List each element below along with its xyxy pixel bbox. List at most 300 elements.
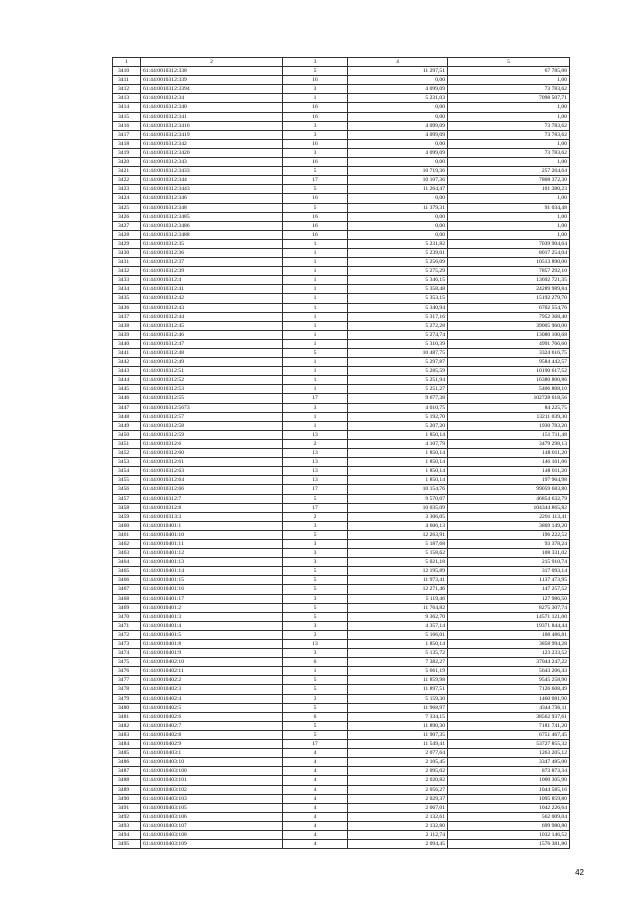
specific-value-cell: 4 107,79 [348,439,448,448]
cadastral-value-cell: 7808 372,30 [448,176,570,185]
row-number-cell: 3435 [113,294,141,303]
table-row [113,349,570,358]
cadastral-value-cell: 1,00 [448,230,570,239]
table-row [113,294,570,303]
specific-value-cell: 5 274,74 [348,330,448,339]
table-row [113,767,570,776]
table-row [113,512,570,521]
cadastral-number-cell: 61:44:0010312:48 [141,349,283,358]
specific-value-cell: 9 570,07 [348,494,448,503]
group-cell: 1 [283,285,348,294]
specific-value-cell: 4 357,14 [348,621,448,630]
cadastral-number-cell: 61:44:0010312:44 [141,312,283,321]
group-cell: 5 [283,603,348,612]
row-number-cell: 3479 [113,694,141,703]
table-row [113,221,570,230]
group-cell: 5 [283,585,348,594]
group-cell: 13 [283,640,348,649]
group-cell: 5 [283,67,348,76]
group-cell: 5 [283,703,348,712]
cadastral-number-cell: 61:44:0010402:4 [141,694,283,703]
group-cell: 1 [283,294,348,303]
group-cell: 1 [283,376,348,385]
cadastral-value-cell: 4344 736,11 [448,703,570,712]
cadastral-number-cell: 61:44:0010312:340 [141,103,283,112]
table-row [113,330,570,339]
group-cell: 1 [283,421,348,430]
cadastral-value-cell: 3479 298,13 [448,439,570,448]
table-row [113,449,570,458]
group-cell: 1 [283,94,348,103]
table-row [113,239,570,248]
cadastral-number-cell: 61:44:0010312:37 [141,258,283,267]
cadastral-number-cell: 61:44:0010312:3488 [141,230,283,239]
table-row [113,585,570,594]
specific-value-cell: 2 067,01 [348,803,448,812]
table-row [113,385,570,394]
cadastral-value-cell: 699 980,80 [448,821,570,830]
table-row [113,467,570,476]
table-row [113,785,570,794]
specific-value-cell: 5 231,82 [348,239,448,248]
row-number-cell: 3488 [113,776,141,785]
group-cell: 1 [283,358,348,367]
cadastral-number-cell: 61:44:0010401:4 [141,621,283,630]
group-cell: 1 [283,339,348,348]
group-cell: 5 [283,167,348,176]
cadastral-number-cell: 61:44:0010312:63 [141,467,283,476]
group-cell: 16 [283,76,348,85]
specific-value-cell: 5 231,03 [348,94,448,103]
row-number-cell: 3448 [113,412,141,421]
cadastral-number-cell: 61:44:0010312:343 [141,158,283,167]
row-number-cell: 3418 [113,139,141,148]
row-number-cell: 3493 [113,821,141,830]
specific-value-cell: 11 764,82 [348,603,448,612]
group-cell: 5 [283,494,348,503]
specific-value-cell: 5 239,01 [348,248,448,257]
table-row [113,358,570,367]
cadastral-number-cell: 61:44:0010312:34 [141,94,283,103]
table-body [113,67,570,849]
specific-value-cell: 10 035,09 [348,503,448,512]
row-number-cell: 3469 [113,603,141,612]
specific-value-cell: 0,00 [348,221,448,230]
row-number-cell: 3430 [113,248,141,257]
cadastral-value-cell: 7126 608,49 [448,685,570,694]
specific-value-cell: 9 362,70 [348,612,448,621]
cadastral-number-cell: 61:44:0010401:5 [141,630,283,639]
specific-value-cell: 11 897,51 [348,685,448,694]
cadastral-number-cell: 61:44:0010312:346 [141,194,283,203]
cadastral-value-cell: 7039 904,64 [448,239,570,248]
table-row [113,558,570,567]
cadastral-value-cell: 8275 307,74 [448,603,570,612]
row-number-cell: 3492 [113,812,141,821]
specific-value-cell: 10 154,76 [348,485,448,494]
table-row [113,258,570,267]
table-row [113,167,570,176]
cadastral-value-cell: 1263 205,12 [448,749,570,758]
group-cell: 13 [283,449,348,458]
row-number-cell: 3483 [113,730,141,739]
cadastral-number-cell: 61:44:0010312:35 [141,239,283,248]
group-cell: 1 [283,312,348,321]
row-number-cell: 3465 [113,567,141,576]
specific-value-cell: 5 158,62 [348,549,448,558]
row-number-cell: 3436 [113,303,141,312]
cadastral-number-cell: 61:44:0010312:36 [141,248,283,257]
table-row [113,421,570,430]
cadastral-value-cell: 46854 632,79 [448,494,570,503]
specific-value-cell: 5 346,15 [348,276,448,285]
specific-value-cell: 4 099,09 [348,121,448,130]
table-row [113,603,570,612]
table-row [113,503,570,512]
cadastral-number-cell: 61:44:0010402:7 [141,721,283,730]
cadastral-value-cell: 104344 865,82 [448,503,570,512]
group-cell: 5 [283,567,348,576]
group-cell: 3 [283,621,348,630]
group-cell: 16 [283,221,348,230]
cadastral-number-cell: 61:44:0010312:66 [141,485,283,494]
cadastral-value-cell: 317 093,14 [448,567,570,576]
cadastral-value-cell: 1032 146,52 [448,830,570,839]
table-row [113,194,570,203]
cadastral-value-cell: 16380 800,86 [448,376,570,385]
cadastral-number-cell: 61:44:0010312:58 [141,421,283,430]
cadastral-value-cell: 148 011,20 [448,467,570,476]
cadastral-number-cell: 61:44:0010401:9 [141,649,283,658]
table-row [113,312,570,321]
cadastral-number-cell: 61:44:0010312:4 [141,276,283,285]
cadastral-value-cell: 8017 254,04 [448,248,570,257]
specific-value-cell: 0,00 [348,158,448,167]
group-cell: 3 [283,539,348,548]
table-row [113,76,570,85]
table-row [113,712,570,721]
table-row [113,594,570,603]
group-cell: 3 [283,558,348,567]
specific-value-cell: 5 021,18 [348,558,448,567]
table-row [113,121,570,130]
row-number-cell: 3419 [113,148,141,157]
cadastral-number-cell: 61:44:0010312:341 [141,112,283,121]
specific-value-cell: 4 099,09 [348,130,448,139]
cadastral-value-cell: 3869 149,20 [448,521,570,530]
group-cell: 4 [283,803,348,812]
cadastral-value-cell: 10513 890,00 [448,258,570,267]
specific-value-cell: 5 353,15 [348,294,448,303]
cadastral-value-cell: 84 225,75 [448,403,570,412]
group-cell: 16 [283,194,348,203]
table-row [113,649,570,658]
cadastral-value-cell: 1000 305,90 [448,776,570,785]
cadastral-number-cell: 61:44:0010312:47 [141,339,283,348]
cadastral-value-cell: 73 783,62 [448,121,570,130]
group-cell: 13 [283,430,348,439]
cadastral-number-cell: 61:44:0010403:105 [141,803,283,812]
group-cell: 5 [283,612,348,621]
group-cell: 3 [283,403,348,412]
cadastral-number-cell: 61:44:0010401:14 [141,567,283,576]
row-number-cell: 3450 [113,430,141,439]
specific-value-cell: 9 677,38 [348,394,448,403]
cadastral-number-cell: 61:44:0010402:10 [141,658,283,667]
group-cell: 1 [283,303,348,312]
table-row [113,676,570,685]
table-row [113,403,570,412]
cadastral-number-cell: 61:44:0010312:43 [141,303,283,312]
cadastral-number-cell: 61:44:0010402:8 [141,730,283,739]
table-row [113,612,570,621]
table-row [113,567,570,576]
specific-value-cell: 5 317,16 [348,312,448,321]
header-row [113,58,570,67]
specific-value-cell: 5 207,20 [348,421,448,430]
table-row [113,303,570,312]
group-cell: 2 [283,512,348,521]
row-number-cell: 3440 [113,339,141,348]
group-cell: 4 [283,812,348,821]
cadastral-value-cell: 37044 247,22 [448,658,570,667]
specific-value-cell: 1 850,14 [348,458,448,467]
row-number-cell: 3424 [113,194,141,203]
group-cell: 1 [283,276,348,285]
cadastral-value-cell: 13692 721,35 [448,276,570,285]
row-number-cell: 3414 [113,103,141,112]
row-number-cell: 3423 [113,185,141,194]
specific-value-cell: 0,00 [348,230,448,239]
specific-value-cell: 2 077,64 [348,749,448,758]
row-number-cell: 3484 [113,740,141,749]
row-number-cell: 3432 [113,267,141,276]
table-row [113,94,570,103]
cadastral-value-cell: 1930 783,20 [448,421,570,430]
cadastral-value-cell: 1460 081,90 [448,694,570,703]
row-number-cell: 3487 [113,767,141,776]
cadastral-number-cell: 61:44:0010401:12 [141,549,283,558]
table-row [113,458,570,467]
cadastral-number-cell: 61:44:0010312:46 [141,330,283,339]
cadastral-number-cell: 61:44:0010312:64 [141,476,283,485]
specific-value-cell: 5 340,94 [348,303,448,312]
cadastral-value-cell: 7952 368,40 [448,312,570,321]
cadastral-number-cell: 61:44:0010403:10 [141,758,283,767]
table-row [113,394,570,403]
cadastral-value-cell: 101 380,23 [448,185,570,194]
table-row [113,821,570,830]
specific-value-cell: 1 850,14 [348,430,448,439]
row-number-cell: 3463 [113,549,141,558]
cadastral-number-cell: 61:44:0010312:5673 [141,403,283,412]
specific-value-cell: 0,00 [348,112,448,121]
table-row [113,321,570,330]
table-row [113,412,570,421]
group-cell: 5 [283,203,348,212]
cadastral-number-cell: 61:44:0010402:9 [141,740,283,749]
cadastral-value-cell: 24289 989,84 [448,285,570,294]
cadastral-value-cell: 1044 585,16 [448,785,570,794]
cadastral-table [112,57,570,849]
cadastral-number-cell: 61:44:0010312:8 [141,503,283,512]
cadastral-number-cell: 61:44:0010401:15 [141,576,283,585]
cadastral-number-cell: 61:44:0010312:57 [141,412,283,421]
group-cell: 13 [283,458,348,467]
group-cell: 3 [283,594,348,603]
group-cell: 4 [283,821,348,830]
row-number-cell: 3445 [113,385,141,394]
row-number-cell: 3494 [113,830,141,839]
specific-value-cell: 12 195,89 [348,567,448,576]
specific-value-cell: 10 719,36 [348,167,448,176]
table-row [113,112,570,121]
row-number-cell: 3477 [113,676,141,685]
cadastral-number-cell: 61:44:0010403:109 [141,840,283,849]
row-number-cell: 3417 [113,130,141,139]
row-number-cell: 3466 [113,576,141,585]
cadastral-number-cell: 61:44:0010312:3486 [141,221,283,230]
cadastral-value-cell: 73 783,62 [448,130,570,139]
row-number-cell: 3489 [113,785,141,794]
table-row [113,230,570,239]
specific-value-cell: 2 112,74 [348,830,448,839]
table-row [113,494,570,503]
table-row [113,85,570,94]
row-number-cell: 3416 [113,121,141,130]
cadastral-number-cell: 61:44:0010312:338 [141,67,283,76]
specific-value-cell: 2 029,37 [348,794,448,803]
row-number-cell: 3468 [113,594,141,603]
group-cell: 5 [283,730,348,739]
cadastral-value-cell: 215 910,74 [448,558,570,567]
group-cell: 17 [283,485,348,494]
row-number-cell: 3454 [113,467,141,476]
cadastral-number-cell: 61:44:0010312:348 [141,203,283,212]
cadastral-value-cell: 1,00 [448,103,570,112]
table-row [113,203,570,212]
table-row [113,758,570,767]
group-cell: 5 [283,530,348,539]
cadastral-number-cell: 61:44:0010403:107 [141,821,283,830]
row-number-cell: 3444 [113,376,141,385]
specific-value-cell: 11 297,51 [348,67,448,76]
cadastral-value-cell: 1,00 [448,158,570,167]
specific-value-cell: 0,00 [348,103,448,112]
cadastral-number-cell: 61:44:0010403:101 [141,776,283,785]
specific-value-cell: 5 166,01 [348,630,448,639]
table-row [113,176,570,185]
specific-value-cell: 11 890,30 [348,721,448,730]
cadastral-value-cell: 3347 485,00 [448,758,570,767]
row-number-cell: 3410 [113,67,141,76]
table-row [113,830,570,839]
cadastral-number-cell: 61:44:0010312:61 [141,458,283,467]
row-number-cell: 3490 [113,794,141,803]
cadastral-value-cell: 102728 618,56 [448,394,570,403]
table-row [113,703,570,712]
group-cell: 3 [283,130,348,139]
cadastral-number-cell: 61:44:0010401:10 [141,530,283,539]
row-number-cell: 3451 [113,439,141,448]
row-number-cell: 3433 [113,276,141,285]
cadastral-number-cell: 61:44:0010312:3419 [141,130,283,139]
row-number-cell: 3443 [113,367,141,376]
cadastral-number-cell: 61:44:0010312:3420 [141,148,283,157]
cadastral-number-cell: 61:44:0010312:51 [141,367,283,376]
specific-value-cell: 5 661,19 [348,667,448,676]
group-cell: 5 [283,349,348,358]
row-number-cell: 3460 [113,521,141,530]
table-row [113,276,570,285]
table-row [113,267,570,276]
group-cell: 3 [283,121,348,130]
table-row [113,740,570,749]
group-cell: 17 [283,503,348,512]
column-header-4: 4 [348,58,448,67]
cadastral-value-cell: 99059 683,80 [448,485,570,494]
row-number-cell: 3413 [113,94,141,103]
cadastral-number-cell: 61:44:0010312:39 [141,267,283,276]
row-number-cell: 3449 [113,421,141,430]
cadastral-number-cell: 61:44:0010402:5 [141,703,283,712]
table-row [113,730,570,739]
specific-value-cell: 10 107,36 [348,176,448,185]
group-cell: 1 [283,667,348,676]
table-row [113,212,570,221]
cadastral-number-cell: 61:44:0010312:7 [141,494,283,503]
specific-value-cell: 5 285,59 [348,367,448,376]
row-number-cell: 3462 [113,539,141,548]
cadastral-value-cell: 257 264,64 [448,167,570,176]
group-cell: 5 [283,185,348,194]
row-number-cell: 3453 [113,458,141,467]
table-row [113,376,570,385]
row-number-cell: 3452 [113,449,141,458]
specific-value-cell: 2 132,80 [348,821,448,830]
cadastral-number-cell: 61:44:0010312:53 [141,385,283,394]
cadastral-number-cell: 61:44:0010401:3 [141,612,283,621]
row-number-cell: 3431 [113,258,141,267]
cadastral-value-cell: 1576 381,80 [448,840,570,849]
cadastral-value-cell: 108 331,02 [448,549,570,558]
specific-value-cell: 4 099,09 [348,85,448,94]
row-number-cell: 3421 [113,167,141,176]
cadastral-number-cell: 61:44:0010312:41 [141,285,283,294]
cadastral-number-cell: 61:44:0010312:3433 [141,167,283,176]
cadastral-value-cell: 4991 766,60 [448,339,570,348]
group-cell: 4 [283,767,348,776]
specific-value-cell: 5 187,68 [348,539,448,548]
specific-value-cell: 12 263,91 [348,530,448,539]
table-row [113,667,570,676]
group-cell: 1 [283,248,348,257]
cadastral-number-cell: 61:44:0010312:59 [141,430,283,439]
table-row [113,749,570,758]
row-number-cell: 3464 [113,558,141,567]
cadastral-number-cell: 61:44:0010401:16 [141,585,283,594]
cadastral-value-cell: 108 486,81 [448,630,570,639]
specific-value-cell: 5 159,30 [348,694,448,703]
page-number: 42 [575,868,584,877]
cadastral-value-cell: 1137 473,95 [448,576,570,585]
specific-value-cell: 7 334,15 [348,712,448,721]
row-number-cell: 3470 [113,612,141,621]
row-number-cell: 3415 [113,112,141,121]
cadastral-value-cell: 151 711,48 [448,430,570,439]
group-cell: 1 [283,258,348,267]
group-cell: 4 [283,776,348,785]
